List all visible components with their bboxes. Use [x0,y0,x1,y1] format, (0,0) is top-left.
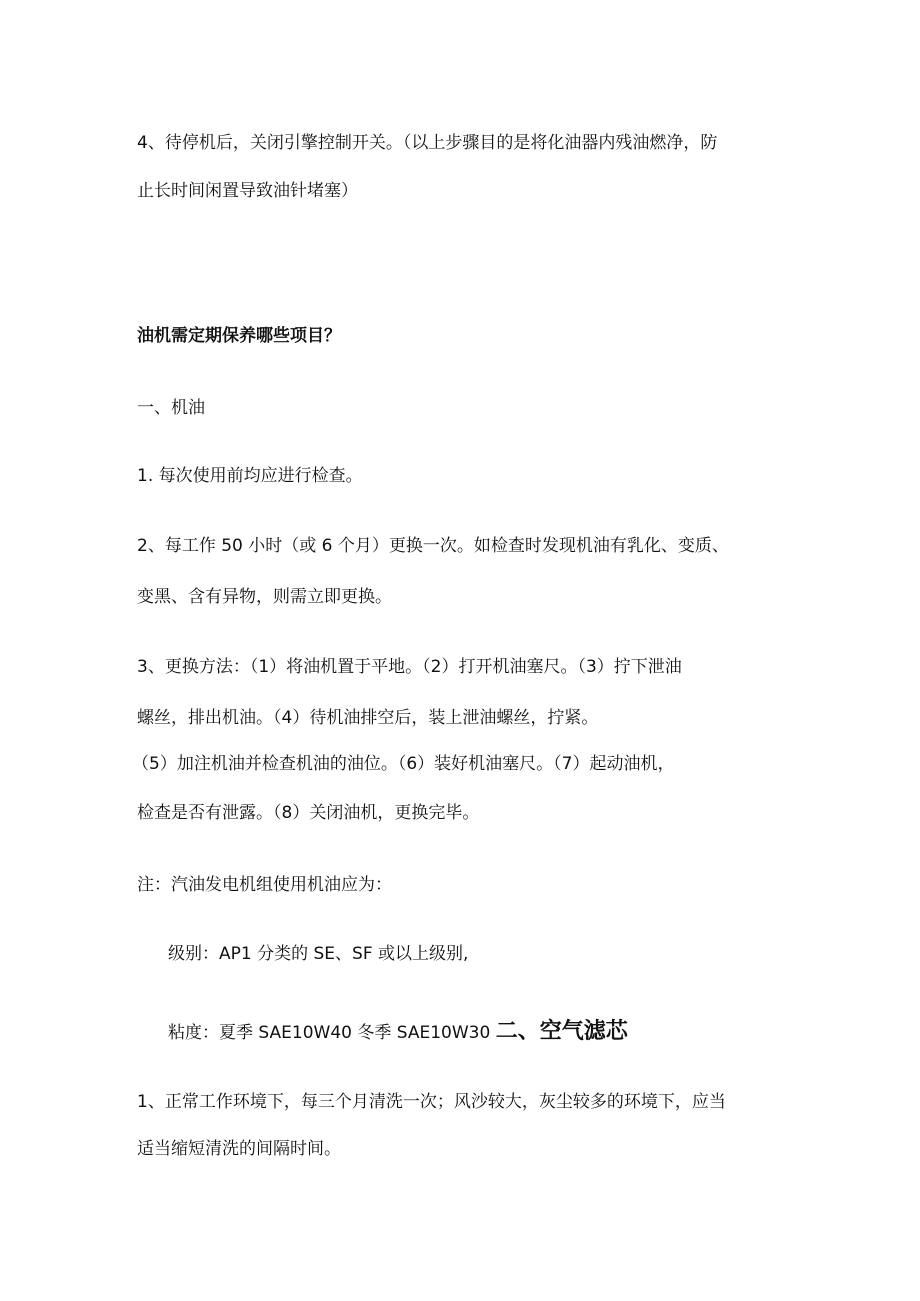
oil-grade: 级别：AP1 分类的 SE、SF 或以上级别, [168,944,469,964]
section-air-filter-title: 二、空气滤芯 [495,1019,628,1044]
section-oil-title: 一、机油 [137,398,205,418]
maintenance-heading: 油机需定期保养哪些项目？ [137,326,341,346]
oil-item3-line4: 检查是否有泄露。（8）关闭油机，更换完毕。 [137,803,480,823]
oil-item2-line2: 变黑、含有异物，则需立即更换。 [137,587,392,607]
oil-viscosity-row [168,1020,628,1045]
oil-item3-line1: 3、更换方法：（1）将油机置于平地。（2）打开机油塞尺。（3）拧下泄油 [137,657,682,677]
step4-line1: 4、待停机后，关闭引擎控制开关。（以上步骤目的是将化油器内残油燃净，防 [137,133,718,153]
step4-line2: 止长时间闲置导致油针堵塞） [137,181,358,201]
oil-item3-line3: （5）加注机油并检查机油的油位。（6）装好机油塞尺。（7）起动油机， [132,754,675,774]
oil-item3-line2: 螺丝，排出机油。（4）待机油排空后，装上泄油螺丝，拧紧。 [137,708,599,728]
oil-note: 注：汽油发电机组使用机油应为： [137,875,392,895]
oil-item1: 1. 每次使用前均应进行检查。 [137,466,363,486]
oil-viscosity: 粘度：夏季 SAE10W40 冬季 SAE10W30 [168,1023,491,1043]
air-item1-line2: 适当缩短清洗的间隔时间。 [137,1139,341,1159]
air-item1-line1: 1、正常工作环境下，每三个月清洗一次；风沙较大，灰尘较多的环境下，应当 [137,1092,726,1112]
oil-item2-line1: 2、每工作 50 小时（或 6 个月）更换一次。如检查时发现机油有乳化、变质、 [137,536,729,556]
